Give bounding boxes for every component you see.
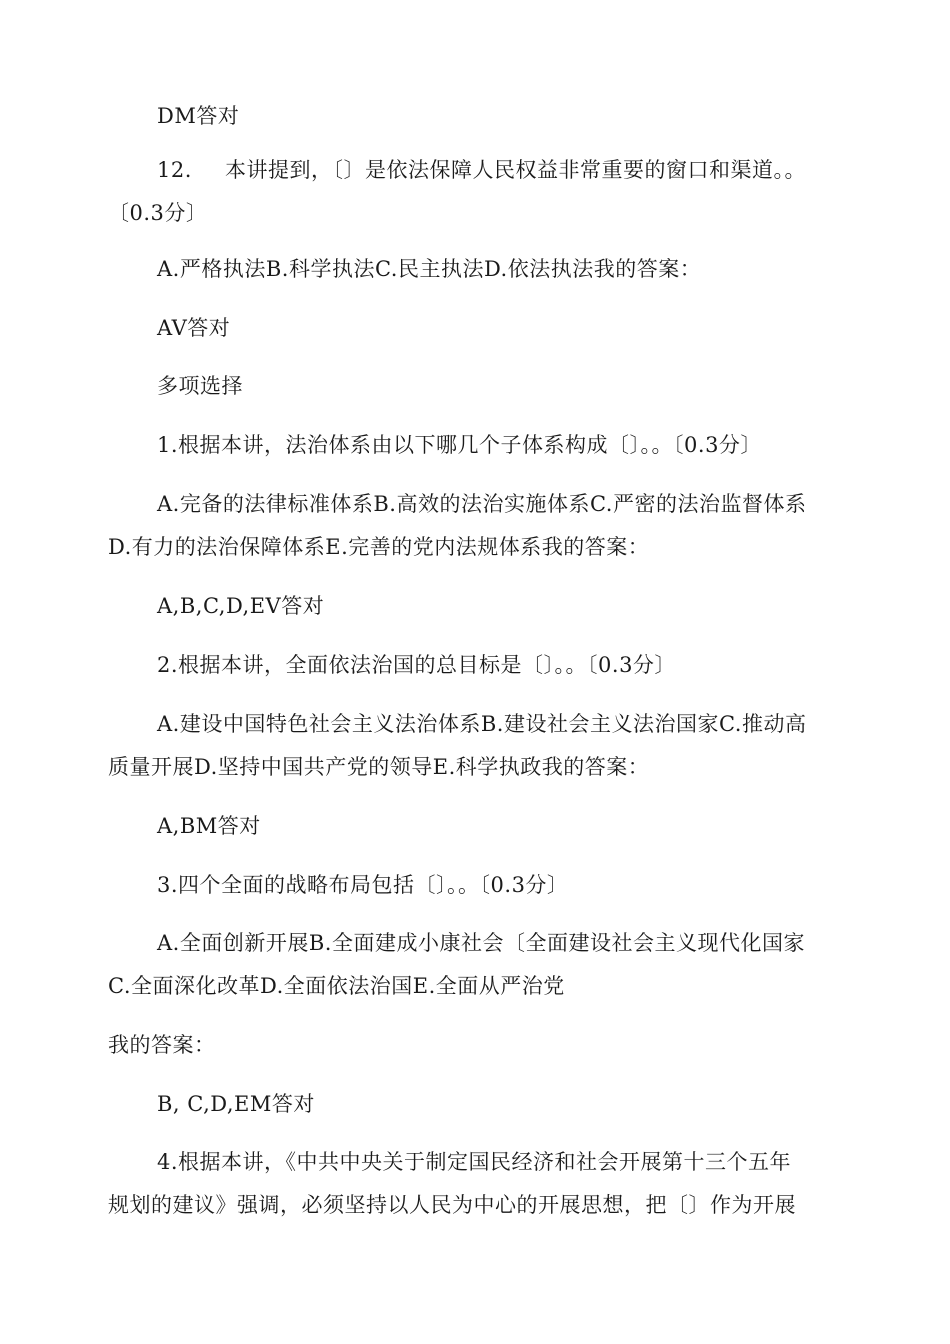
options-line-continued: 质量开展D.坚持中国共产党的领导E.科学执政我的答案：	[108, 755, 650, 779]
answer-result-line: A,BM答对	[157, 814, 261, 838]
answer-result-line: AV答对	[157, 316, 231, 340]
question-text: 本讲提到，〔〕是依法保障人民权益非常重要的窗口和渠道。。	[225, 158, 806, 182]
question-4-continued: 规划的建议》强调，必须坚持以人民为中心的开展思想，把〔〕作为开展	[108, 1193, 796, 1217]
options-line: A.全面创新开展B.全面建成小康社会〔全面建设社会主义现代化国家	[157, 931, 805, 955]
options-line: A.完备的法律标准体系B.高效的法治实施体系C.严密的法治监督体系	[157, 492, 807, 516]
section-heading: 多项选择	[157, 374, 243, 398]
question-1: 1.根据本讲，法治体系由以下哪几个子体系构成〔〕。。〔0.3分〕	[157, 433, 762, 457]
question-score: 〔0.3分〕	[108, 201, 208, 225]
answer-result-line: B, C,D,EM答对	[157, 1092, 315, 1116]
answer-result-line: A,B,C,D,EV答对	[157, 594, 325, 618]
question-12	[157, 155, 806, 185]
question-number: 12.	[157, 158, 192, 182]
options-line: A.建设中国特色社会主义法治体系B.建设社会主义法治国家C.推动高	[157, 712, 807, 736]
options-line-continued: C.全面深化改革D.全面依法治国E.全面从严治党	[108, 974, 565, 998]
options-line: A.严格执法B.科学执法C.民主执法D.依法执法我的答案：	[157, 257, 702, 281]
my-answer-label: 我的答案：	[108, 1033, 216, 1057]
question-3: 3.四个全面的战略布局包括〔〕。。〔0.3分〕	[157, 873, 569, 897]
answer-result-line: DM答对	[157, 104, 240, 128]
question-2: 2.根据本讲，全面依法治国的总目标是〔〕。。〔0.3分〕	[157, 653, 676, 677]
question-4: 4.根据本讲，《中共中央关于制定国民经济和社会开展第十三个五年	[157, 1150, 792, 1174]
options-line-continued: D.有力的法治保障体系E.完善的党内法规体系我的答案：	[108, 535, 650, 559]
